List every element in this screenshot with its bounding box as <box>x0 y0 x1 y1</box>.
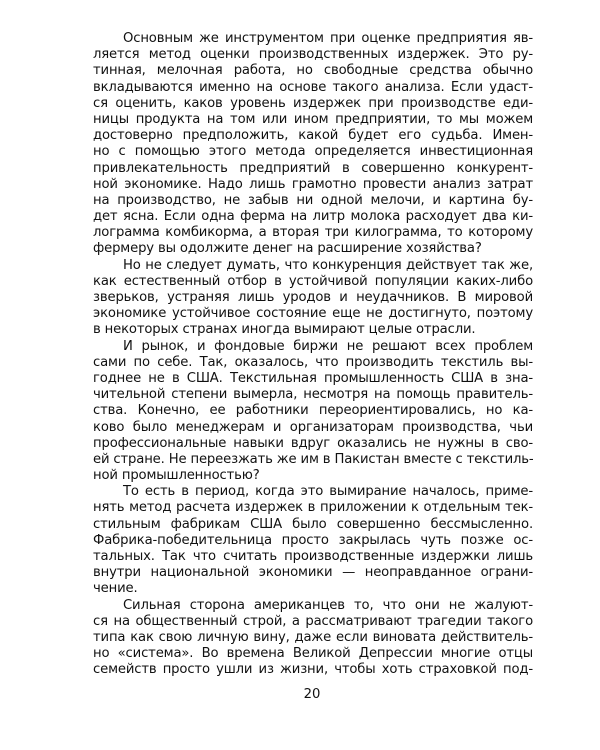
text-line: сами по себе. Так, оказалось, что производить текстиль вы- <box>93 354 533 370</box>
text-line: вкладываются именно на основе такого анализа. Если удаст- <box>93 79 533 95</box>
text-line: ляется метод оценки производственных издержек. Это ру- <box>93 47 533 63</box>
text-line: тинная, мелочная работа, но свободные средства обычно <box>93 63 533 79</box>
text-line: дет ясна. Если одна ферма на литр молока расходует два ки- <box>93 209 533 225</box>
text-line: как естественный отбор в устойчивой популяции каких-либо <box>93 273 533 289</box>
text-line: То есть в период, когда это вымирание началось, приме- <box>123 484 533 500</box>
text-line: ной экономике. Надо лишь грамотно провести анализ затрат <box>93 176 533 192</box>
paragraph-3 <box>93 339 533 485</box>
text-line: Основным же инструментом при оценке предприятия яв- <box>123 31 533 46</box>
text-line: зверьков, устраняя лишь уродов и неудачников. В мировой <box>93 290 533 305</box>
text-line: привлекательность предприятий в совершенно конкурент- <box>93 160 533 176</box>
text-body <box>93 31 533 679</box>
text-line: в некоторых странах иногда вымирают целые отрасли. <box>93 322 476 338</box>
text-line: стильным фабрикам США было совершенно бессмысленно. <box>93 516 533 532</box>
text-line: достоверно предположить, какой будет его судьба. Имен- <box>93 128 533 144</box>
paragraph-1 <box>93 31 533 258</box>
paragraph-4 <box>93 484 533 597</box>
text-line: Но не следует думать, что конкуренция действует так же, <box>123 257 533 273</box>
text-line: ково было менеджерам и организаторам производства, чьи <box>93 419 533 435</box>
text-line: тальных. Так что считать производственные издержки лишь <box>93 549 533 564</box>
page-number: 20 <box>303 687 321 702</box>
text-line: чение. <box>93 581 138 597</box>
text-line: экономике устойчивое состояние еще не достигнуто, поэтому <box>93 306 533 322</box>
text-line: Сильная сторона американцев то, что они не жалуют- <box>123 597 533 613</box>
text-line: лограмма комбикорма, а вторая три килограмма, то которому <box>93 225 533 241</box>
text-line: фермеру вы одолжите денег на расширение хозяйства? <box>93 241 482 257</box>
text-line: ницы продукта на том или ином предприятии, то мы можем <box>93 111 533 127</box>
text-line: ся оценить, каков уровень издержек при производстве еди- <box>93 95 533 111</box>
text-line: типа как свою личную вину, даже если виновата действитель- <box>93 629 533 645</box>
text-line: но с помощью этого метода определяется инвестиционная <box>93 144 533 160</box>
text-line: семейств просто ушли из жизни, чтобы хоть страховкой под- <box>93 662 533 678</box>
paragraph-5 <box>93 598 533 679</box>
paragraph-2 <box>93 258 533 339</box>
text-line: чительной степени вымерла, несмотря на помощь правитель- <box>93 387 533 403</box>
text-line: ной промышленностью? <box>93 468 260 484</box>
text-line: ства. Конечно, ее работники переориентировались, но ка- <box>93 403 533 419</box>
text-line: годнее не в США. Текстильная промышленность США в зна- <box>93 370 533 386</box>
text-line: ей стране. Не переезжать же им в Пакистан вместе с текстиль- <box>93 451 534 467</box>
text-line: Фабрика-победительница просто закрылась чуть позже ос- <box>93 532 533 548</box>
text-line: внутри национальной экономики — неоправданное ограни- <box>93 565 533 581</box>
text-line: профессиональные навыки вдруг оказались не нужны в сво- <box>93 435 533 451</box>
text-line: нять метод расчета издержек в приложении к отдельным тек- <box>93 500 533 516</box>
text-line: ся на общественный строй, а рассматривают трагедии такого <box>93 613 533 629</box>
text-line: И рынок, и фондовые биржи не решают всех проблем <box>123 338 533 354</box>
text-line: на производство, не забыв ни одной мелочи, и картина бу- <box>93 192 533 208</box>
text-line: но «система». Во времена Великой Депрессии многие отцы <box>93 646 533 662</box>
